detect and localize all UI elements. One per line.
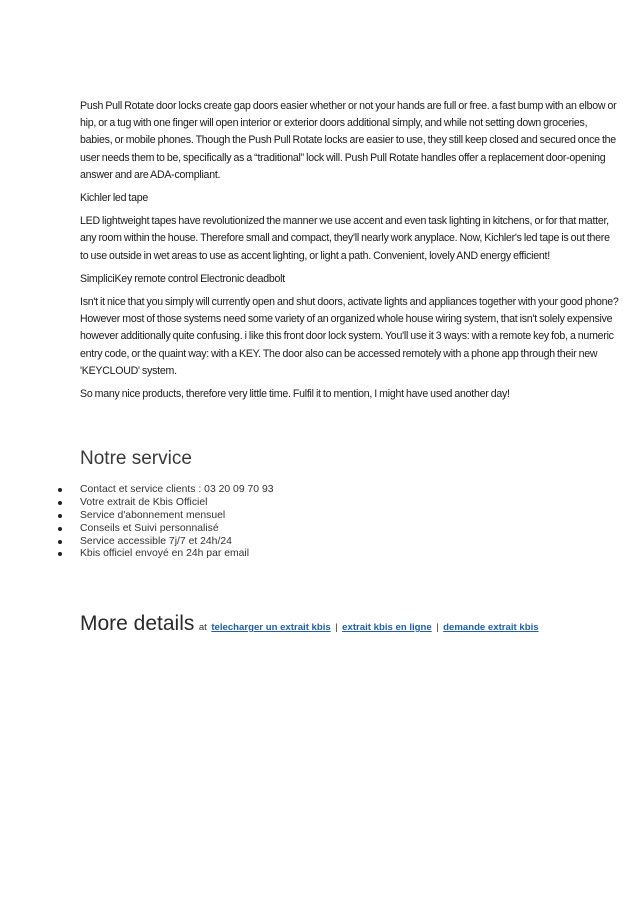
service-item: Contact et service clients : 03 20 09 70 93 bbox=[56, 484, 274, 497]
paragraph-deadbolt: Isn't it nice that you simply will currently open and shut doors, activate lights and appliances together with your good phone? However most of those systems need some variety of an organized whole house wiring system, that isn't solely expensive however additionally quite confusing. i like this front door lock system. You'll use it 3 ways: with a remote key fob, a numeric entry code, or the quaint way: with a KEY. The door also can be accessed remotely with a phone app through their new 'KEYCLOUD' system. bbox=[80, 296, 619, 377]
service-item: Kbis officiel envoyé en 24h par email bbox=[56, 548, 274, 561]
service-item: Votre extrait de Kbis Officiel bbox=[56, 497, 274, 510]
service-item: Service accessible 7j/7 et 24h/24 bbox=[56, 536, 274, 549]
link-demande-kbis[interactable]: demande extrait kbis bbox=[443, 622, 539, 633]
service-heading: Notre service bbox=[80, 448, 192, 469]
more-details-heading: More details bbox=[80, 612, 195, 635]
service-list bbox=[56, 484, 274, 561]
article-body bbox=[80, 98, 620, 409]
more-details-line bbox=[80, 612, 539, 636]
subheading-simplicikey: SimpliciKey remote control Electronic deadbolt bbox=[80, 272, 285, 285]
link-telecharger-kbis[interactable]: telecharger un extrait kbis bbox=[211, 622, 331, 633]
more-details-prefix: at bbox=[198, 622, 207, 633]
paragraph-led-tape: LED lightweight tapes have revolutionized the manner we use accent and even task lighting in kitchens, or for that matter, any room within the house. Therefore small and compact, they'll nearly work anyplace. Now, Kichler's led tape is out there to use outside in wet areas to use as accent lighting, or light a path. Convenient, lovely AND energy efficient! bbox=[80, 215, 610, 262]
link-kbis-en-ligne[interactable]: extrait kbis en ligne bbox=[342, 622, 432, 633]
link-separator: | bbox=[436, 622, 439, 633]
service-item: Conseils et Suivi personnalisé bbox=[56, 523, 274, 536]
subheading-kichler: Kichler led tape bbox=[80, 192, 149, 205]
paragraph-closing: So many nice products, therefore very little time. Fulfil it to mention, I might have used another day! bbox=[80, 388, 510, 401]
service-item: Service d'abonnement mensuel bbox=[56, 510, 274, 523]
paragraph-push-pull: Push Pull Rotate door locks create gap doors easier whether or not your hands are full or free. a fast bump with an elbow or hip, or a tug with one finger will open interior or exterior doors additional simply, and while not setting down groceries, babies, or mobile phones. Though the Push Pull Rotate locks are easier to use, they still keep closed and secured once the user needs them to be, specifically as a “traditional” lock will. Push Pull Rotate handles offer a replacement door-opening answer and are ADA-compliant. bbox=[80, 100, 617, 181]
link-separator: | bbox=[335, 622, 338, 633]
